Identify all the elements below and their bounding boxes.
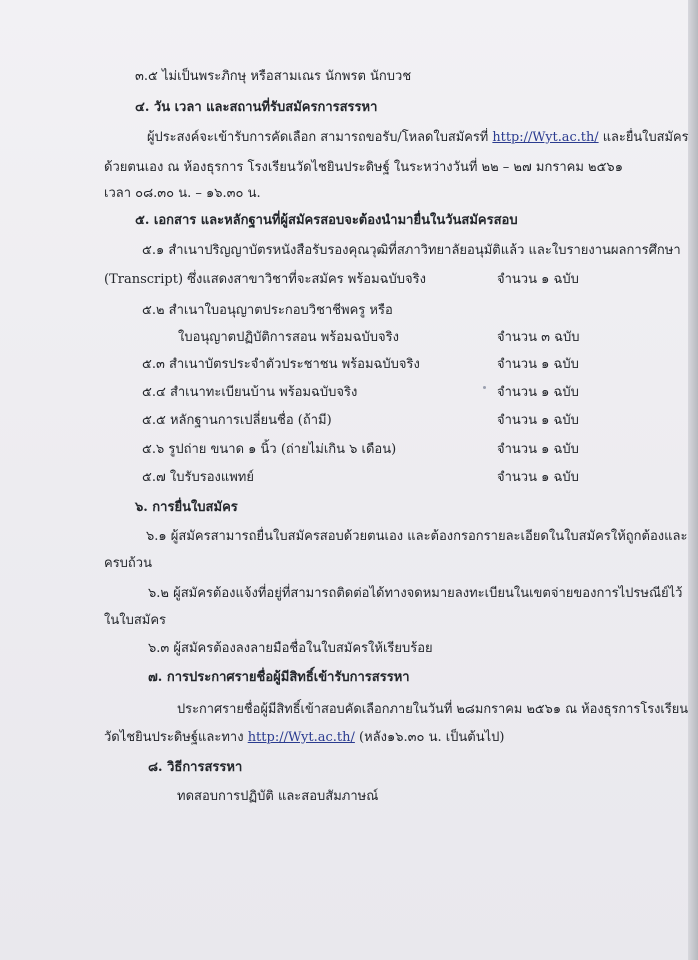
paragraph-8: ทดสอบการปฏิบัติ และสอบสัมภาษณ์ xyxy=(177,789,379,804)
link-wyt-1[interactable]: http://Wyt.ac.th/ xyxy=(492,130,599,145)
item-6-2-line1: ๖.๒ ผู้สมัครต้องแจ้งที่อยู่ที่สามารถติดต่อได้ทางจดหมายลงทะเบียนในเขตจ่ายของการไปรษณีย์ไว้ xyxy=(148,586,683,601)
item-5-6-amount: จำนวน ๑ ฉบับ xyxy=(497,442,579,457)
item-5-2-line1: ๕.๒ สำเนาใบอนุญาตประกอบวิชาชีพครู หรือ xyxy=(142,303,393,318)
paragraph-4-line1 xyxy=(147,130,689,146)
item-5-1-amount: จำนวน ๑ ฉบับ xyxy=(497,272,579,287)
paragraph-7-line1: ประกาศรายชื่อผู้มีสิทธิ์เข้าสอบคัดเลือกภายในวันที่ ๒๘มกราคม ๒๕๖๑ ณ ห้องธุรการโรงเรียน xyxy=(177,702,689,717)
item-5-5: ๕.๕ หลักฐานการเปลี่ยนชื่อ (ถ้ามี) xyxy=(142,413,332,428)
paragraph-4-line3: เวลา ๐๘.๓๐ น. – ๑๖.๓๐ น. xyxy=(104,186,261,201)
item-5-4: ๕.๔ สำเนาทะเบียนบ้าน พร้อมฉบับจริง xyxy=(142,385,358,400)
item-6-1-line1: ๖.๑ ผู้สมัครสามารถยื่นใบสมัครสอบด้วยตนเอง และต้องกรอกรายละเอียดในใบสมัครให้ถูกต้องและ xyxy=(146,529,688,544)
item-5-4-amount: จำนวน ๑ ฉบับ xyxy=(497,385,579,400)
speck-mark xyxy=(483,386,486,389)
heading-8: ๘. วิธีการสรรหา xyxy=(148,760,243,775)
item-5-3-amount: จำนวน ๑ ฉบับ xyxy=(497,357,579,372)
paragraph-4-text-a: ผู้ประสงค์จะเข้ารับการคัดเลือก สามารถขอรับ/โหลดใบสมัครที่ xyxy=(147,130,493,145)
page-edge xyxy=(688,0,698,960)
item-5-2-line2: ใบอนุญาตปฏิบัติการสอน พร้อมฉบับจริง xyxy=(178,330,399,345)
item-5-7: ๕.๗ ใบรับรองแพทย์ xyxy=(142,470,254,485)
item-5-5-amount: จำนวน ๑ ฉบับ xyxy=(497,413,579,428)
paragraph-7-text-b: (หลัง๑๖.๓๐ น. เป็นต้นไป) xyxy=(354,730,505,745)
item-3-5: ๓.๕ ไม่เป็นพระภิกษุ หรือสามเณร นักพรต นักบวช xyxy=(135,69,412,84)
item-5-7-amount: จำนวน ๑ ฉบับ xyxy=(497,470,579,485)
item-6-3: ๖.๓ ผู้สมัครต้องลงลายมือชื่อในใบสมัครให้เรียบร้อย xyxy=(148,641,433,656)
item-5-2-amount: จำนวน ๓ ฉบับ xyxy=(497,330,580,345)
heading-4: ๔. วัน เวลา และสถานที่รับสมัครการสรรหา xyxy=(135,100,378,115)
item-5-3: ๕.๓ สำเนาบัตรประจำตัวประชาชน พร้อมฉบับจริง xyxy=(142,357,420,372)
item-6-2-line2: ในใบสมัคร xyxy=(104,613,167,628)
item-5-6: ๕.๖ รูปถ่าย ขนาด ๑ นิ้ว (ถ่ายไม่เกิน ๖ เดือน) xyxy=(142,442,397,457)
paragraph-7-text-a: วัดไชยินประดิษฐ์และทาง xyxy=(104,730,248,745)
paragraph-4-text-b: และยื่นใบสมัคร xyxy=(598,130,689,145)
link-wyt-2[interactable]: http://Wyt.ac.th/ xyxy=(247,730,355,745)
paragraph-7-line2 xyxy=(104,730,505,746)
item-6-1-line2: ครบถ้วน xyxy=(104,556,152,571)
item-5-1-line2: (Transcript) ซึ่งแสดงสาขาวิชาที่จะสมัคร พร้อมฉบับจริง xyxy=(104,272,426,287)
heading-7: ๗. การประกาศรายชื่อผู้มีสิทธิ์เข้ารับการสรรหา xyxy=(148,670,410,685)
heading-6: ๖. การยื่นใบสมัคร xyxy=(135,500,238,515)
paragraph-4-line2: ด้วยตนเอง ณ ห้องธุรการ โรงเรียนวัดไชยินประดิษฐ์ ในระหว่างวันที่ ๒๒ – ๒๗ มกราคม ๒๕๖๑ xyxy=(104,160,623,175)
item-5-1-line1: ๕.๑ สำเนาปริญญาบัตรหนังสือรับรองคุณวุฒิที่สภาวิทยาลัยอนุมัติแล้ว และใบรายงานผลการศึกษา xyxy=(142,243,681,258)
heading-5: ๕. เอกสาร และหลักฐานที่ผู้สมัครสอบจะต้องนำมายื่นในวันสมัครสอบ xyxy=(135,213,518,228)
